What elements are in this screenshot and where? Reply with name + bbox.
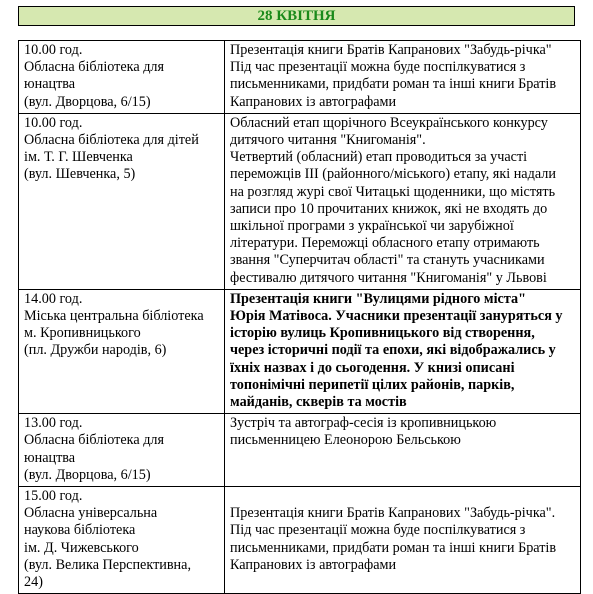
event-description-line: літератури. Переможці обласного етапу отримають [230, 235, 540, 252]
event-venue-line: Обласна бібліотека для дітей [24, 132, 199, 149]
event-time: 13.00 год. [24, 415, 83, 432]
date-header: 28 КВІТНЯ [18, 6, 575, 26]
event-venue-line: Обласна бібліотека для [24, 432, 165, 449]
event-description-cell [225, 289, 581, 413]
event-description-cell [225, 41, 581, 114]
event-venue-line: юнацтва [24, 76, 76, 93]
event-description-line: на розгляд журі свої Читацькі щоденники, що містять [230, 183, 556, 200]
events-table-body [19, 41, 581, 594]
event-description-line: письменницею Елеонорою Бельською [230, 432, 461, 449]
event-place-cell [19, 289, 225, 413]
event-venue-line: Обласна бібліотека для [24, 59, 165, 76]
event-description-line [230, 488, 576, 505]
event-description-line: письменниками, придбати роман та інші книги Братів [230, 76, 557, 93]
event-description-line: через історичні події та епохи, які відображались у [230, 342, 556, 359]
event-place-cell [19, 487, 225, 594]
event-description-cell [225, 414, 581, 487]
event-description-line: Четвертий (обласний) етап проводиться за участі [230, 149, 528, 166]
event-description-line: Капранових із автографами [230, 93, 397, 110]
table-row [19, 289, 581, 413]
event-address: (вул. Дворцова, 6/15) [24, 466, 151, 483]
event-venue-line: ім. Д. Чижевського [24, 539, 139, 556]
event-venue-line: Обласна універсальна [24, 505, 158, 522]
event-description-line: фестивалю дитячого читання "Книгоманія" у Львові [230, 269, 547, 286]
event-description-line: дитячого читання "Книгоманія". [230, 132, 426, 149]
event-description-cell [225, 487, 581, 594]
event-venue-line: м. Кропивницького [24, 325, 141, 342]
event-description-line: Презентація книги "Вулицями рідного міста" [230, 290, 526, 307]
event-description-line: Під час презентації можна буде поспілкуватися з [230, 522, 526, 539]
event-venue-line: ім. Т. Г. Шевченка [24, 149, 133, 166]
event-time: 10.00 год. [24, 42, 83, 58]
event-description-line: Капранових із автографами [230, 556, 397, 573]
event-description-line: Обласний етап щорічного Всеукраїнського конкурсу [230, 114, 548, 131]
event-description-cell [225, 113, 581, 289]
event-time: 15.00 год. [24, 488, 83, 505]
event-description-line: звання "Суперчитач області" та стануть учасниками [230, 252, 545, 269]
event-description-line: Юрія Матівоса. Учасники презентації зануряться у [230, 308, 563, 325]
event-venue-line: юнацтва [24, 449, 76, 466]
event-time: 14.00 год. [24, 290, 83, 307]
event-place-cell [19, 113, 225, 289]
event-address: (пл. Дружби народів, 6) [24, 342, 167, 359]
event-description-line: Зустріч та автограф-сесія із кропивницькою [230, 415, 497, 432]
event-description-line: топонімічні перипетії цілих районів, парків, [230, 376, 515, 393]
event-description-line: Презентація книги Братів Капранових "Забудь-річка". [230, 505, 556, 522]
event-address: (вул. Велика Перспективна, [24, 556, 191, 573]
event-description-line: записи про 10 прочитаних книжок, які не входять до [230, 200, 548, 217]
event-address: (вул. Дворцова, 6/15) [24, 93, 151, 110]
event-place-cell [19, 414, 225, 487]
table-row [19, 41, 581, 114]
event-description-line: письменниками, придбати роман та інші книги Братів [230, 539, 557, 556]
event-venue-line: Міська центральна бібліотека [24, 308, 204, 325]
event-address: (вул. Шевченка, 5) [24, 166, 136, 183]
table-row [19, 113, 581, 289]
event-description-line: історію вулиць Кропивницького від створення, [230, 325, 535, 342]
event-description-line: шкільної програми з української чи зарубіжної [230, 218, 514, 235]
event-address: 24) [24, 574, 43, 591]
event-venue-line: наукова бібліотека [24, 522, 136, 539]
event-description-line: переможців ІІІ (районного/міського) етапу, які надали [230, 166, 556, 183]
event-description-line: Презентація книги Братів Капранових "Забудь-річка" [230, 42, 552, 58]
event-time: 10.00 год. [24, 114, 83, 131]
table-row [19, 414, 581, 487]
table-row [19, 487, 581, 594]
event-description-line: їхніх назвах і до сьогодення. У книзі описані [230, 359, 515, 376]
event-description-line: Під час презентації можна буде поспілкуватися з [230, 59, 526, 76]
event-description-line: майданів, скверів та мостів [230, 394, 407, 411]
event-place-cell [19, 41, 225, 114]
events-table [18, 40, 581, 594]
